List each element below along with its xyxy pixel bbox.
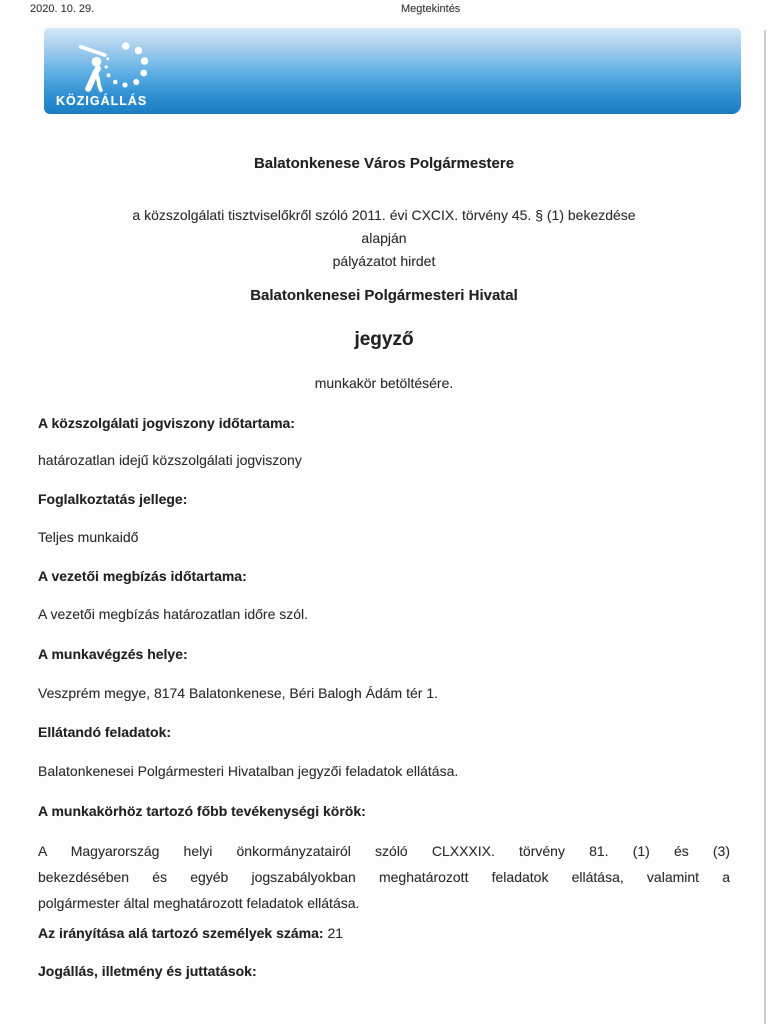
section-heading: A munkavégzés helye: <box>38 646 188 662</box>
section-body: A vezetői megbízás határozatlan időre szól. <box>38 606 309 622</box>
kozigallas-wordmark: KÖZIGÁLLÁS <box>56 94 148 108</box>
paragraph-line: A Magyarország helyi önkormányzatairól szóló CLXXXIX. törvény 81. (1) és (3) <box>38 843 730 859</box>
section-heading: Ellátandó feladatok: <box>38 724 172 740</box>
section-body: Balatonkenesei Polgármesteri Hivatalban jegyzői feladatok ellátása. <box>38 763 459 779</box>
paragraph-line: bekezdésében és egyéb jogszabályokban meghatározott feladatok ellátása, valamint a <box>38 869 730 885</box>
legal-basis-line: a közszolgálati tisztviselőkről szóló 2011. évi CXCIX. törvény 45. § (1) bekezdése <box>132 207 636 223</box>
print-preview-title: Megtekintés <box>401 3 461 15</box>
paragraph-line: polgármester által meghatározott feladatok ellátása. <box>38 895 360 911</box>
section-heading: A munkakörhöz tartozó főbb tevékenységi körök: <box>38 803 366 819</box>
supervised-count-value: 21 <box>327 925 344 941</box>
position-suffix: munkakör betöltésére. <box>314 375 454 391</box>
section-heading: Foglalkoztatás jellege: <box>38 491 188 507</box>
announcement-line: pályázatot hirdet <box>332 253 436 269</box>
kozigallas-logo <box>52 32 202 112</box>
position-title: jegyző <box>354 329 414 350</box>
kozigallas-logo-icon <box>54 34 172 94</box>
scan-edge-line <box>764 30 766 1024</box>
section-body: Veszprém megye, 8174 Balatonkenese, Béri Balogh Ádám tér 1. <box>38 685 439 701</box>
section-body: Teljes munkaidő <box>38 529 139 545</box>
legal-basis-paragraph <box>38 204 730 273</box>
legal-basis-line: alapján <box>361 230 407 246</box>
section-heading: A vezetői megbízás időtartama: <box>38 568 247 584</box>
print-date: 2020. 10. 29. <box>30 3 95 15</box>
kozigallas-banner <box>44 28 741 114</box>
issuer-title: Balatonkenese Város Polgármestere <box>253 155 515 172</box>
section-heading: A közszolgálati jogviszony időtartama: <box>38 415 295 431</box>
section-heading: Jogállás, illetmény és juttatások: <box>38 963 257 979</box>
supervised-count-row <box>38 922 730 945</box>
supervised-count-label: Az irányítása alá tartozó személyek száma: <box>38 925 324 941</box>
section-body: határozatlan idejű közszolgálati jogviszony <box>38 452 302 468</box>
organization-name: Balatonkenesei Polgármesteri Hivatal <box>250 287 518 304</box>
section-body-paragraph <box>38 838 730 916</box>
